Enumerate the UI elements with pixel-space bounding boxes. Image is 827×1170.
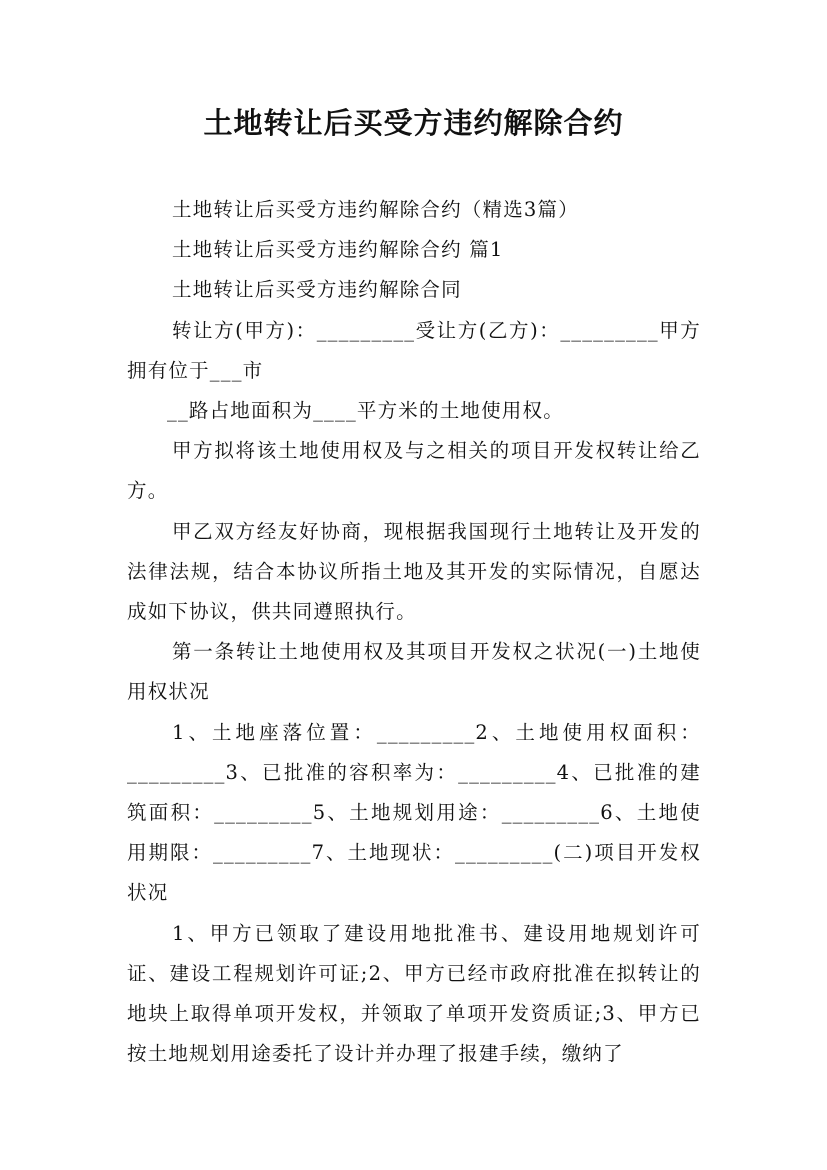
paragraph-contract-name: 土地转让后买受方违约解除合同 <box>172 278 462 302</box>
paragraph-development-rights: 1、甲方已领取了建设用地批准书、建设用地规划许可证、建设工程规划许可证;2、甲方已经市政府批准在拟转让的地块上取得单项开发权，并领取了单项开发资质证;3、甲方已按土地规划用途委托了设计并办理了报建手续，缴纳了 <box>127 921 701 1066</box>
paragraph-intent: 甲方拟将该土地使用权及与之相关的项目开发权转让给乙方。 <box>127 439 701 503</box>
document-title: 土地转让后买受方违约解除合约 <box>203 106 624 140</box>
paragraph-section-heading: 土地转让后买受方违约解除合约 篇1 <box>172 238 504 262</box>
document-body <box>127 190 701 1074</box>
paragraph-agreement: 甲乙双方经友好协商，现根据我国现行土地转让及开发的法律法规，结合本协议所指土地及其开发的实际情况，自愿达成如下协议，供共同遵照执行。 <box>127 519 701 624</box>
paragraph-subtitle: 土地转让后买受方违约解除合约（精选3篇） <box>172 198 579 221</box>
paragraph-parties: 转让方(甲方)：_________受让方(乙方)：_________甲方拥有位于___市 <box>127 318 701 382</box>
paragraph-article-one: 第一条转让土地使用权及其项目开发权之状况(一)土地使用权状况 <box>127 640 701 704</box>
paragraph-land-details: 1、土地座落位置：_________2、土地使用权面积：_________3、已批准的容积率为：_________4、已批准的建筑面积：_________5、土地规划用途：_________6、土地使用期限：_________7、土地现状：_________(二)项目开发权状况 <box>127 720 701 905</box>
paragraph-land-area: __路占地面积为____平方米的土地使用权。 <box>167 399 564 423</box>
